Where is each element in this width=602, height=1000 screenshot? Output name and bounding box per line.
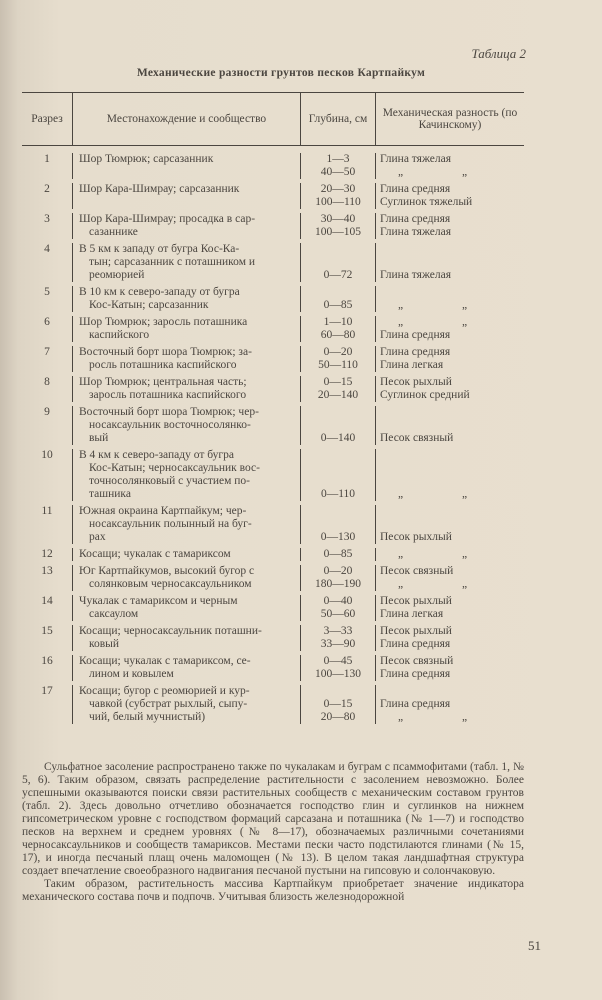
depth-value: 33—90 xyxy=(320,638,356,650)
depth-value: 60—80 xyxy=(320,329,356,341)
depth-cell xyxy=(300,286,375,312)
depth-value: 20—80 xyxy=(320,711,356,723)
depth-value: 0—20 xyxy=(323,565,353,577)
texture-value: Суглинок тяжелый xyxy=(380,196,473,208)
depth-value: 100—110 xyxy=(315,196,361,208)
texture-cell xyxy=(375,625,524,651)
header-depth: Глубина, см xyxy=(300,93,375,145)
texture-cell xyxy=(375,316,524,342)
location-line: Косащи; чукалак с тамариксом, се- xyxy=(79,655,251,667)
location-line: Косащи; черносаксаульник поташни- xyxy=(79,625,262,637)
location-line: В 5 км к западу от бугра Кос-Ка- xyxy=(79,243,240,255)
section-number: 4 xyxy=(44,243,50,255)
ditto-mark: „ „ xyxy=(398,299,496,311)
depth-value: 20—30 xyxy=(320,183,356,195)
location-cell xyxy=(72,548,300,561)
texture-value: Песок связный xyxy=(380,432,454,444)
location-line: Шор Кара-Шимрау; просадка в сар- xyxy=(79,213,256,225)
page-number: 51 xyxy=(528,938,541,953)
table-row xyxy=(22,243,524,286)
section-number: 5 xyxy=(44,286,50,298)
texture-value: Глина средняя xyxy=(380,213,451,225)
section-number: 13 xyxy=(41,565,53,577)
texture-cell xyxy=(375,153,524,179)
location-line: Юг Картпайкумов, высокий бугор с xyxy=(79,565,255,577)
location-cell xyxy=(72,685,300,724)
location-line: Шор Тюмрюк; заросль поташника xyxy=(79,316,248,328)
table-row xyxy=(22,548,524,565)
table-row xyxy=(22,406,524,449)
location-cell xyxy=(72,243,300,282)
header-section: Разрез xyxy=(31,112,63,125)
depth-value: 0—15 xyxy=(323,698,353,710)
body-text xyxy=(22,761,524,904)
location-line: тын; сарсазанник с поташником и xyxy=(89,256,256,268)
ditto-mark: „ „ xyxy=(398,316,496,328)
depth-value: 0—40 xyxy=(323,595,353,607)
location-cell xyxy=(72,449,300,501)
location-line: Восточный борт шора Тюмрюк; чер- xyxy=(79,406,259,418)
texture-cell xyxy=(375,595,524,621)
location-line: заросль поташника каспийского xyxy=(89,389,247,401)
depth-cell xyxy=(300,376,375,402)
texture-cell xyxy=(375,286,524,312)
location-line: лином и ковылем xyxy=(89,668,174,680)
location-cell xyxy=(72,655,300,681)
section-number: 12 xyxy=(41,548,53,560)
depth-value: 0—85 xyxy=(323,299,353,311)
location-line: Косащи; чукалак с тамариксом xyxy=(79,548,231,560)
section-number: 11 xyxy=(41,505,53,517)
depth-value: 0—140 xyxy=(320,432,356,444)
table-row xyxy=(22,505,524,548)
depth-cell xyxy=(300,153,375,179)
section-number: 16 xyxy=(41,655,53,667)
table-row xyxy=(22,655,524,685)
texture-cell xyxy=(375,685,524,724)
location-line: носаксаульник полынный на буг- xyxy=(89,518,252,530)
location-line: чавкой (субстрат рыхлый, сыпу- xyxy=(89,698,248,710)
location-cell xyxy=(72,406,300,445)
location-line: Южная окраина Картпайкум; чер- xyxy=(79,505,247,517)
texture-value: Песок рыхлый xyxy=(380,595,452,607)
texture-value: Песок рыхлый xyxy=(380,376,452,388)
location-line: росль поташника каспийского xyxy=(89,359,237,371)
table-row xyxy=(22,625,524,655)
table-body xyxy=(22,146,524,728)
texture-cell xyxy=(375,655,524,681)
section-number: 7 xyxy=(44,346,50,358)
texture-value: Глина легкая xyxy=(380,359,444,371)
table-row xyxy=(22,213,524,243)
location-line: Косащи; бугор с реомюрией и кур- xyxy=(79,685,250,697)
depth-value: 3—33 xyxy=(323,625,353,637)
section-number: 2 xyxy=(44,183,50,195)
texture-value: Глина тяжелая xyxy=(380,269,452,281)
location-cell xyxy=(72,286,300,312)
texture-cell xyxy=(375,243,524,282)
table-row xyxy=(22,565,524,595)
location-cell xyxy=(72,153,300,179)
texture-cell xyxy=(375,505,524,544)
section-number: 6 xyxy=(44,316,50,328)
texture-value: Глина средняя xyxy=(380,668,451,680)
table-label: Таблица 2 xyxy=(471,46,526,61)
depth-value: 0—20 xyxy=(323,346,353,358)
texture-cell xyxy=(375,449,524,501)
texture-cell xyxy=(375,406,524,445)
texture-value: Глина средняя xyxy=(380,183,451,195)
location-line: В 10 км к северо-западу от бугра xyxy=(79,286,240,298)
depth-cell xyxy=(300,565,375,591)
header-texture: Механическая разность (по Качинскому) xyxy=(375,93,524,145)
depth-cell xyxy=(300,406,375,445)
depth-cell xyxy=(300,243,375,282)
depth-value: 20—140 xyxy=(317,389,359,401)
paragraph: Сульфатное засоление распространено также по чукалакам и буграм с псаммофитами (табл. 1, № 5, 6). Таким образом, связать распределение растительности с засолением невозможно. Более успешными оказываются поиски связи растительных сообществ с механическим составом грунтов (табл. 2). Здесь довольно отчетливо обозначается господство глин и суглинков на нижнем гипсометрическом уровне с господством формаций сарсазана и поташника (№ 1—7) и господство песков на верхнем и среднем уровнях (№ 8—17), обозначаемых различными сочетаниями черносаксаульников и сообществ тамариксов. Местами пески часто подстилаются глинами (№ 15, 17), и иногда песчаный плащ очень маломощен (№ 13). В целом такая ландшафтная структура создает впечатление своеобразного надвигания песчаной пустыни на гипсовую и солончаковую. xyxy=(22,761,524,877)
ditto-mark: „ „ xyxy=(398,488,496,500)
location-line: вый xyxy=(89,432,109,444)
depth-value: 1—10 xyxy=(323,316,353,328)
location-cell xyxy=(72,376,300,402)
location-line: В 4 км к северо-западу от бугра xyxy=(79,449,234,461)
table-row xyxy=(22,183,524,213)
section-number: 14 xyxy=(41,595,53,607)
texture-value: Песок рыхлый xyxy=(380,531,452,543)
depth-cell xyxy=(300,449,375,501)
texture-value: Песок связный xyxy=(380,655,454,667)
table-header xyxy=(22,93,524,146)
texture-value: Суглинок средний xyxy=(380,389,470,401)
section-number: 8 xyxy=(44,376,50,388)
location-line: сазаннике xyxy=(89,226,138,238)
texture-value: Глина средняя xyxy=(380,346,451,358)
ditto-mark: „ „ xyxy=(398,548,496,560)
location-cell xyxy=(72,625,300,651)
location-line: каспийского xyxy=(89,329,150,341)
texture-value: Глина легкая xyxy=(380,608,444,620)
texture-cell xyxy=(375,376,524,402)
texture-cell xyxy=(375,548,524,561)
location-line: точносолянковый с участием по- xyxy=(89,475,251,487)
depth-cell xyxy=(300,346,375,372)
depth-value: 1—3 xyxy=(326,153,350,165)
location-line: ташника xyxy=(89,488,131,500)
depth-cell xyxy=(300,183,375,209)
depth-cell xyxy=(300,316,375,342)
ditto-mark: „ „ xyxy=(398,166,496,178)
location-line: Кос-Катын; сарсазанник xyxy=(89,299,209,311)
location-line: Чукалак с тамариксом и черным xyxy=(79,595,238,607)
location-line: саксаулом xyxy=(89,608,139,620)
table-row xyxy=(22,316,524,346)
depth-value: 100—105 xyxy=(315,226,361,238)
depth-value: 180—190 xyxy=(315,578,361,590)
location-line: Кос-Катын; черносаксаульник вос- xyxy=(89,462,260,474)
location-cell xyxy=(72,505,300,544)
depth-value: 50—110 xyxy=(318,359,358,371)
table-row xyxy=(22,153,524,183)
location-line: Шор Тюмрюк; центральная часть; xyxy=(79,376,247,388)
texture-value: Глина средняя xyxy=(380,329,451,341)
location-cell xyxy=(72,595,300,621)
table-row xyxy=(22,346,524,376)
ditto-mark: „ „ xyxy=(398,711,496,723)
ditto-mark: „ „ xyxy=(398,578,496,590)
location-line: Шор Тюмрюк; сарсазанник xyxy=(79,153,214,165)
depth-value: 50—60 xyxy=(320,608,356,620)
texture-value: Глина тяжелая xyxy=(380,153,452,165)
depth-value: 0—130 xyxy=(320,531,356,543)
depth-cell xyxy=(300,625,375,651)
location-line: чий, белый мучнистый) xyxy=(89,711,206,723)
location-line: носаксаульник восточносолянко- xyxy=(89,419,251,431)
texture-cell xyxy=(375,346,524,372)
depth-cell xyxy=(300,685,375,724)
location-line: реомюрией xyxy=(89,269,145,281)
depth-value: 0—15 xyxy=(323,376,353,388)
depth-value: 0—85 xyxy=(323,548,353,560)
soil-table xyxy=(22,92,524,728)
depth-value: 0—110 xyxy=(320,488,356,500)
section-number: 10 xyxy=(41,449,53,461)
location-line: Восточный борт шора Тюмрюк; за- xyxy=(79,346,252,358)
texture-value: Глина тяжелая xyxy=(380,226,452,238)
section-number: 15 xyxy=(41,625,53,637)
depth-cell xyxy=(300,655,375,681)
section-number: 17 xyxy=(41,685,53,697)
location-cell xyxy=(72,316,300,342)
texture-cell xyxy=(375,183,524,209)
table-row xyxy=(22,685,524,728)
depth-value: 0—72 xyxy=(323,269,353,281)
location-cell xyxy=(72,346,300,372)
texture-value: Глина средняя xyxy=(380,698,451,710)
location-line: ковый xyxy=(89,638,120,650)
depth-value: 0—45 xyxy=(323,655,353,667)
table-title: Механические разности грунтов песков Картпайкум xyxy=(136,67,426,79)
table-row xyxy=(22,286,524,316)
table-row xyxy=(22,595,524,625)
header-location: Местонахождение и сообщество xyxy=(72,93,300,145)
section-number: 3 xyxy=(44,213,50,225)
location-line: солянковым черносаксаульником xyxy=(89,578,252,590)
location-cell xyxy=(72,213,300,239)
depth-value: 40—50 xyxy=(320,166,356,178)
section-number: 1 xyxy=(44,153,50,165)
texture-cell xyxy=(375,565,524,591)
depth-value: 30—40 xyxy=(320,213,356,225)
location-line: Шор Кара-Шимрау; сарсазанник xyxy=(79,183,240,195)
location-cell xyxy=(72,565,300,591)
section-number: 9 xyxy=(44,406,50,418)
texture-cell xyxy=(375,213,524,239)
paragraph: Таким образом, растительность массива Картпайкум приобретает значение индикатора механического состава почв и подпочв. Учитывая близость железнодорожной xyxy=(22,878,524,903)
depth-cell xyxy=(300,595,375,621)
table-row xyxy=(22,376,524,406)
texture-value: Глина средняя xyxy=(380,638,451,650)
location-cell xyxy=(72,183,300,209)
texture-value: Песок рыхлый xyxy=(380,625,452,637)
depth-cell xyxy=(300,213,375,239)
depth-cell xyxy=(300,548,375,561)
table-row xyxy=(22,449,524,505)
depth-value: 100—130 xyxy=(315,668,361,680)
texture-value: Песок связный xyxy=(380,565,454,577)
location-line: рах xyxy=(89,531,106,543)
depth-cell xyxy=(300,505,375,544)
